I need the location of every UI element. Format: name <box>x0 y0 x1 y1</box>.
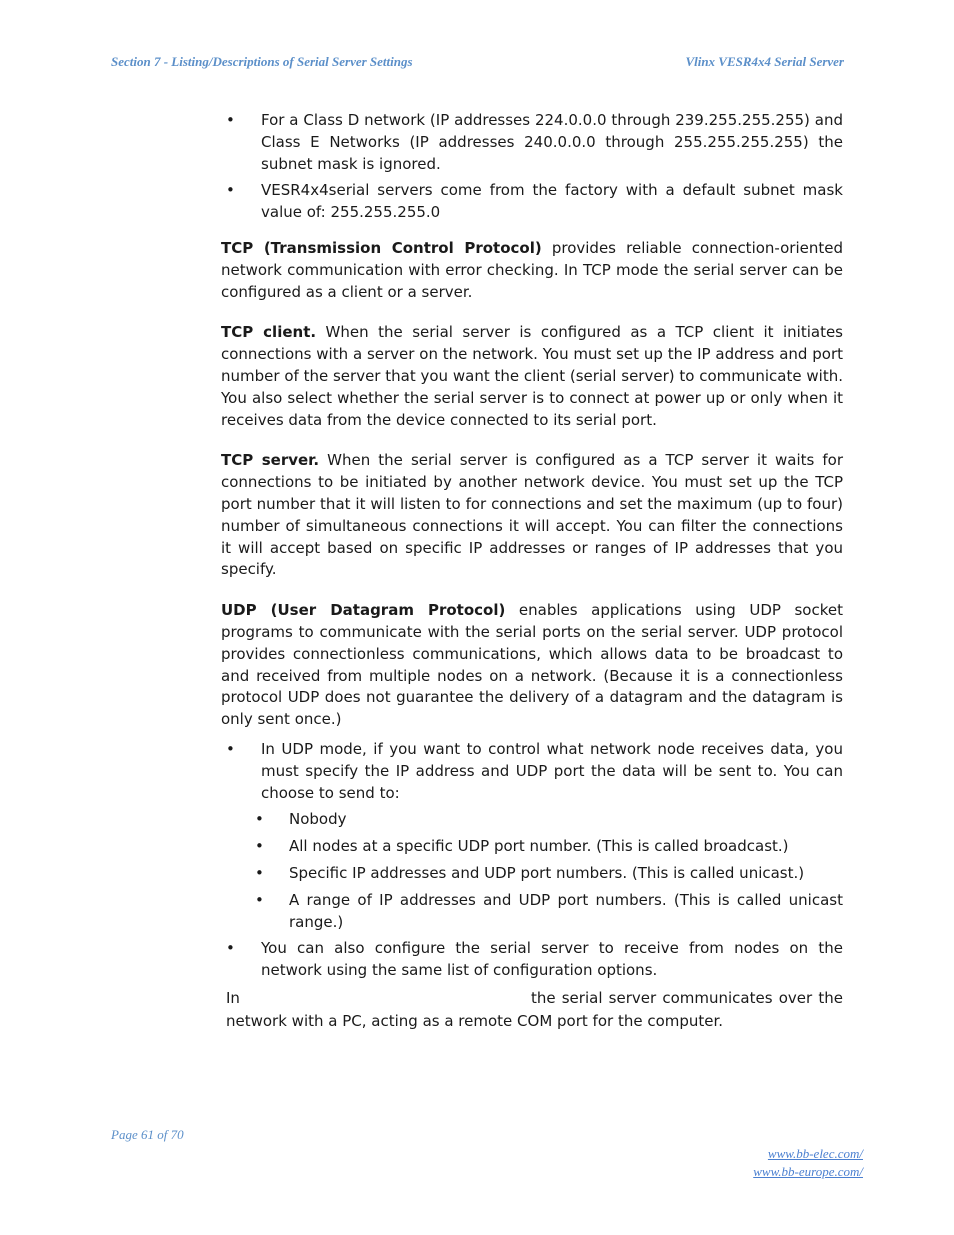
udp-text: enables applications using UDP socket programs to communicate with the serial ports on the serial server. UDP protocol provides connectionless communications, which allows data to be broadcast to and received from multiple nodes on a network. (Because it is a connectionless protocol UDP does not guarantee the delivery of a datagram and the datagram is only sent once.) <box>221 601 843 729</box>
tcp-text: provides reliable connection-oriented network communication with error checking. In TCP mode the serial server can be configured as a client or a server. <box>221 238 843 301</box>
list-item: • For a Class D network (IP addresses 224.0.0.0 through 239.255.255.255) and Class E Networks (IP addresses 240.0.0.0 through 255.255.255.255) the subnet mask is ignored. <box>221 110 843 175</box>
bb-elec-link[interactable]: www.bb-elec.com/ <box>767 1146 863 1161</box>
footer-links <box>753 1145 863 1181</box>
tcp-server-term: TCP server. <box>221 451 320 470</box>
com-port-paragraph <box>226 987 843 1033</box>
list-item: • VESR4x4serial servers come from the factory with a default subnet mask value of: 255.255.255.0 <box>221 180 843 224</box>
page-body <box>221 110 843 1033</box>
tcp-term: TCP (Transmission Control Protocol) <box>221 238 542 257</box>
udp-paragraph <box>221 600 843 731</box>
tcp-client-term: TCP client. <box>221 323 317 342</box>
subnet-bullet-list <box>221 110 843 224</box>
tcp-server-text: When the serial server is configured as a TCP server it waits for connections to be initiated by another network device. You must set up the TCP port number that it will listen to for connections and set the maximum (up to four) number of simultaneous connections it will accept. You can filter the connections it will accept based on specific IP addresses or ranges of IP addresses that you specify. <box>221 451 843 579</box>
list-item: • All nodes at a specific UDP port number. (This is called broadcast.) <box>261 836 843 858</box>
tail-start: In <box>226 988 240 1007</box>
tcp-paragraph <box>221 238 843 303</box>
udp-intro-text: In UDP mode, if you want to control what network node receives data, you must specify the IP address and UDP port the data will be sent to. You can choose to send to: <box>261 739 843 802</box>
page-number: Page 61 of 70 <box>111 1127 184 1142</box>
udp-term: UDP (User Datagram Protocol) <box>221 601 506 620</box>
header-section-title: Section 7 - Listing/Descriptions of Serial Server Settings <box>111 54 413 69</box>
list-item: • A range of IP addresses and UDP port numbers. (This is called unicast range.) <box>261 890 843 934</box>
header-product-title: Vlinx VESR4x4 Serial Server <box>685 54 844 69</box>
list-item: • You can also configure the serial server to receive from nodes on the network using the same list of configuration options. <box>221 938 843 982</box>
udp-bullet-list <box>221 739 843 982</box>
tcp-client-text: When the serial server is configured as a TCP client it initiates connections with a server on the network. You must set up the IP address and port number of the server that you want the client (serial server) to communicate with. You also select whether the serial server is to connect at power up or only when it receives data from the device connected to its serial port. <box>221 323 843 429</box>
tcp-client-paragraph <box>221 322 843 431</box>
tail-rest: the serial server communicates over the network with a PC, acting as a remote COM port for the computer. <box>226 988 843 1030</box>
list-item <box>221 739 843 933</box>
tcp-server-paragraph <box>221 450 843 581</box>
list-item: • Specific IP addresses and UDP port numbers. (This is called unicast.) <box>261 863 843 885</box>
list-item: • Nobody <box>261 809 843 831</box>
bb-europe-link[interactable]: www.bb-europe.com/ <box>753 1164 863 1179</box>
udp-send-options <box>261 809 843 933</box>
